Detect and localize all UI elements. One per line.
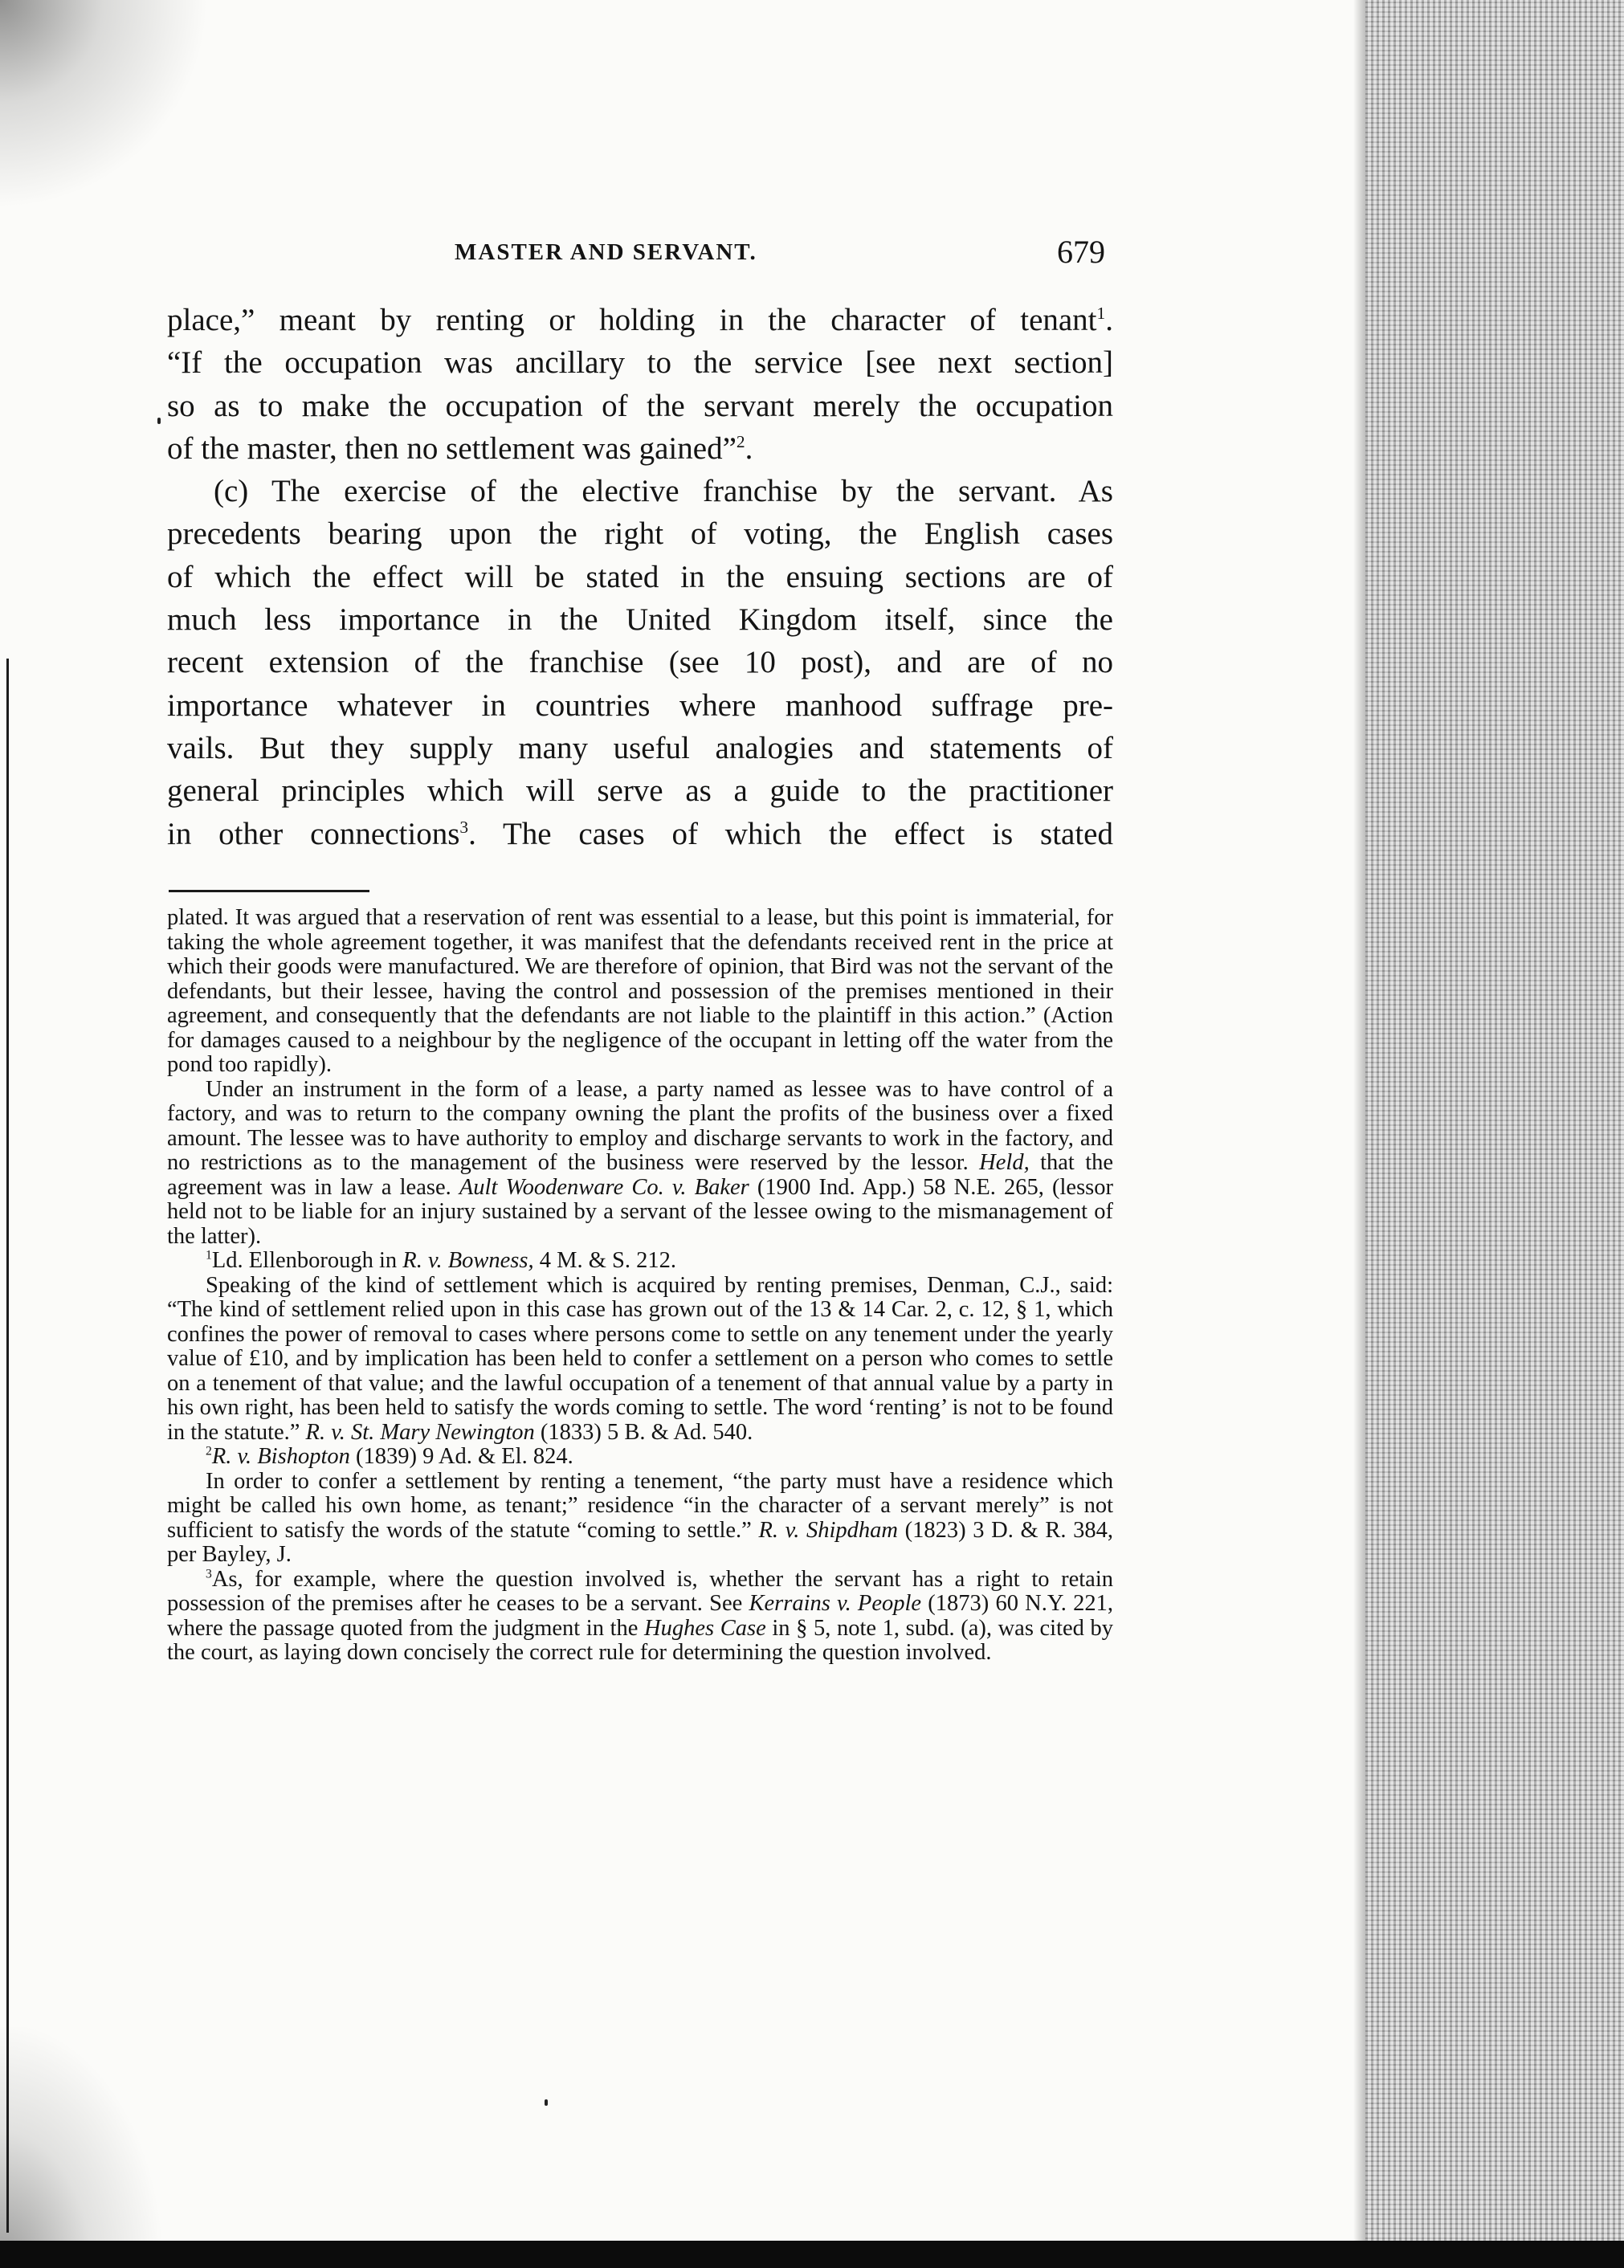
- text-line: [167, 813, 1113, 855]
- text-fragment: (1873) 60 N.Y. 221, where the passage quoted from the judgment in the: [167, 1591, 1114, 1641]
- text-fragment: in other connections: [167, 816, 460, 851]
- text-line: so as to make the occupation of the servant merely the occupation: [167, 388, 1113, 423]
- text-line: of which the effect will be stated in the ensuing sections are of: [167, 559, 1113, 594]
- text-line: “If the occupation was ancillary to the service [see next section]: [167, 345, 1113, 381]
- footnote-ref: 2: [736, 431, 745, 451]
- scan-left-edge-line: [6, 659, 9, 2233]
- case-name: R. v. Bowness,: [402, 1248, 534, 1273]
- text-fragment: (1833) 5 B. & Ad. 540.: [540, 1419, 753, 1445]
- case-name: Hughes Case: [644, 1615, 766, 1641]
- footnote-ref: 1: [1096, 304, 1106, 323]
- footnote-number: 3: [206, 1567, 212, 1581]
- paragraph-1: [167, 299, 1113, 470]
- scan-speck: [545, 2099, 548, 2106]
- footnote-1: [167, 1249, 1113, 1274]
- text-fragment: (1823) 3 D. & R. 384, per Bayley, J.: [167, 1517, 1113, 1567]
- scan-noise-strip: [1365, 0, 1624, 2268]
- footnote-ref: 3: [459, 817, 469, 837]
- text-fragment: that the agreement was in law a lease.: [167, 1150, 1114, 1200]
- text-line: vails. But they supply many useful analogies and statements of: [167, 730, 1113, 765]
- footnote-2: [167, 1445, 1113, 1470]
- text-fragment: .: [745, 430, 753, 466]
- text-line: importance whatever in countries where manhood suffrage pre-: [167, 687, 1113, 723]
- scan-speck: [157, 418, 161, 424]
- text-fragment: As, for example, where the question involved is, whether the servant has a right to retain possession of the premises after he ceases to be a servant. See: [167, 1566, 1113, 1616]
- text-line: [167, 427, 1113, 470]
- case-name: Ault Woodenware Co. v. Baker: [459, 1174, 749, 1200]
- footnote-paragraph: [167, 1274, 1113, 1446]
- text-fragment: (1900 Ind. App.) 58 N.E. 265, (lessor held not to be liable for an injury sustained by a servant of the lessee owing to the mismanagement of the latter).: [167, 1174, 1113, 1249]
- text-fragment: Ld. Ellenborough in: [211, 1248, 398, 1273]
- text-fragment: place,” meant by renting or holding in the character of tenant: [167, 303, 1097, 337]
- footnote-divider: [169, 890, 369, 892]
- text-fragment: of the master, then no settlement was gained”: [167, 430, 737, 466]
- case-name: R. v. St. Mary Newington: [305, 1419, 535, 1445]
- footnote-continuation: plated. It was argued that a reservation of rent was essential to a lease, but this point is immaterial, for taking the whole agreement together, it was manifest that the defendants received rent in the price at which their goods were manufactured. We are therefore of opinion, that Bird was not the servant of the defendants, but their lessee, having the control and possession of the premises mentioned in their agreement, and consequently that the defendants are not liable to the plaintiff in this action.” (Action for damages caused to a neighbour by the negligence of the occupant in letting off the water from the pond too rapidly).: [167, 905, 1113, 1077]
- text-fragment: 4 M. & S. 212.: [539, 1248, 676, 1273]
- text-line: recent extension of the franchise (see 10 post), and are of no: [167, 645, 1113, 680]
- text-line: [167, 299, 1113, 341]
- footnotes: [167, 906, 1113, 1666]
- scan-bottom-border: [0, 2241, 1624, 2268]
- text-fragment: Under an instrument in the form of a lease, a party named as lessee was to have control of a factory, and was to return to the company owning the plant the profits of the business over a fixed amount. The lessee was to have authority to employ and discharge servants to work in the factory, and no restrictions as to the management of the business were reserved by the lessor.: [167, 1076, 1113, 1175]
- text-fragment: (1839) 9 Ad. & El. 824.: [355, 1444, 573, 1469]
- footnote-number: 1: [206, 1248, 212, 1262]
- text-line: precedents bearing upon the right of voting, the English cases: [167, 516, 1113, 552]
- text-fragment: . The cases of which the effect is stated: [468, 816, 1113, 851]
- text-line: (c) The exercise of the elective franchise by the servant. As: [214, 474, 1113, 509]
- footnote-number: 2: [206, 1444, 212, 1458]
- page-header: [455, 233, 1105, 273]
- scan-shadow-top-left: [0, 0, 209, 209]
- footnote-3: [167, 1568, 1113, 1666]
- main-text: [167, 299, 1113, 855]
- case-name: R. v. Shipdham: [758, 1517, 898, 1543]
- page-number: 679: [1057, 234, 1105, 270]
- italic-term: Held,: [979, 1150, 1030, 1175]
- scan-shadow-bottom-left: [0, 2027, 161, 2268]
- text-fragment: In order to confer a settlement by renting a tenement, “the party must have a residence which might be called his own home, as tenant;” residence “in the character of a servant merely” is not sufficient to satisfy the words of the statute “coming to settle.”: [167, 1468, 1113, 1543]
- text-line: general principles which will serve as a guide to the practitioner: [167, 773, 1113, 809]
- paragraph-2: [167, 470, 1113, 855]
- case-name: Kerrains v. People: [749, 1591, 922, 1616]
- text-fragment: .: [1105, 303, 1113, 337]
- text-line: much less importance in the United Kingdom itself, since the: [167, 602, 1113, 638]
- text-fragment: Speaking of the kind of settlement which is acquired by renting premises, Denman, C.J., said: “The kind of settlement relied upon in this case has grown out of the 13 & 14 Car. 2, c. 12, § 1, which confines the power of removal to cases where persons come to settle on any tenement under the yearly value of £10, and by implication has been held to confer a settlement on a person who comes to settle on a tenement of that value; and the lawful occupation of a tenement of that annual value by a party in his own right, has been held to satisfy the words coming to settle. The word ‘renting’ is not to be found in the statute.”: [167, 1272, 1113, 1445]
- case-name: R. v. Bishopton: [211, 1444, 350, 1469]
- text-fragment: in § 5, note 1, subd. (a), was cited by the court, as laying down concisely the correct rule for determining the question involved.: [167, 1615, 1114, 1665]
- footnote-paragraph: [167, 1078, 1113, 1250]
- footnote-paragraph: [167, 1470, 1113, 1568]
- running-head: MASTER AND SERVANT.: [455, 239, 757, 265]
